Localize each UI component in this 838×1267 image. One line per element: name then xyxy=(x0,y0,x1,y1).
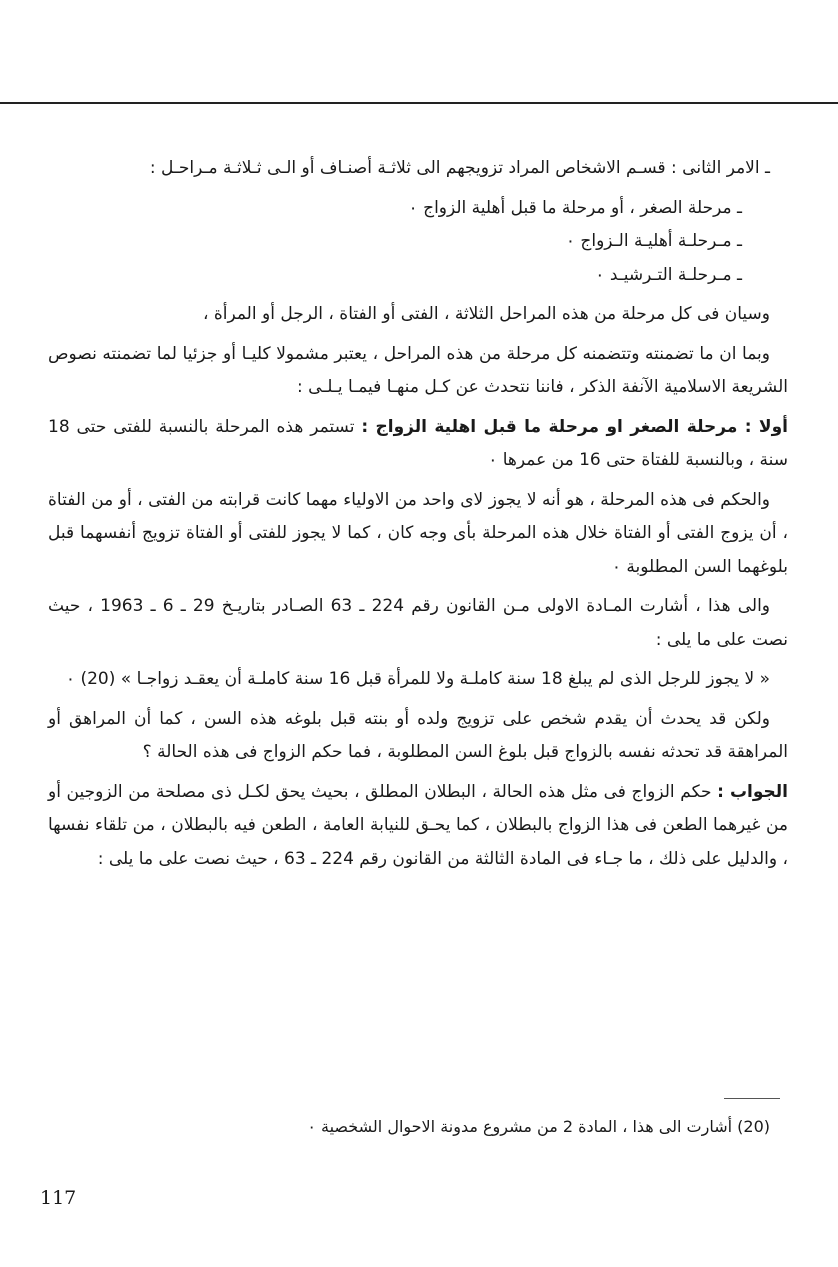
paragraph-answer xyxy=(48,776,788,877)
paragraph-article-one: والى هذا ، أشارت المـادة الاولى مـن القانون رقم 224 ـ 63 الصـادر بتاريـخ 29 ـ 6 ـ 1963 ، حيث نصت على ما يلى : xyxy=(48,596,788,650)
first-stage-text: تستمر هذه المرحلة بالنسبة للفتى حتى 18 سنة ، وبالنسبة للفتاة حتى 16 من عمرها ٠ xyxy=(48,416,788,470)
paragraph-second-matter: ـ الامر الثانى : قسـم الاشخاص المراد تزويجهم الى ثلاثـة أصنـاف أو الـى ثـلاثـة مـراحـل : xyxy=(149,158,770,178)
list-item-marriage-eligibility-stage: ـ مـرحلـة أهليـة الـزواج ٠ xyxy=(565,231,742,251)
paragraph-first-stage xyxy=(48,411,788,478)
footnote: (20) أشارت الى هذا ، المادة 2 من مشروع مدونة الاحوال الشخصية ٠ xyxy=(307,1117,770,1136)
first-stage-heading: أولا : مرحلة الصغر او مرحلة ما قبل اهلية الزواج : xyxy=(361,416,788,437)
list-item-majority-stage: ـ مـرحلـة التـرشيـد ٠ xyxy=(595,264,742,285)
answer-heading: الجواب : xyxy=(717,781,789,802)
answer-text: حكم الزواج فى مثل هذه الحالة ، البطلان المطلق ، بحيث يحق لكـل ذى مصلحة من الزوجين أو من غيرهما الطعن فى هذا الزواج بالبطلان ، كما يحـق للنيابة العامة ، الطعن فيه بالبطلان ، من تلقاء نفسها ، والدليل على ذلك ، ما جـاء فى المادة الثالثة من القانون رقم 224 ـ 63 ، حيث نصت على ما يلى : xyxy=(48,781,788,869)
paragraph-ruling: والحكم فى هذه المرحلة ، هو أنه لا يجوز لاى واحد من الاولياء مهما كانت قرابته من الفتى ، أو من الفتاة ، أن يزوج الفتى أو الفتاة خلال هذه المرحلة بأى وجه كان ، كما لا يجوز للفتى أو الفتاة تزويج أنفسهما قبل بلوغهما السن المطلوبة ٠ xyxy=(48,489,788,577)
list-item-childhood-stage: ـ مرحلة الصغر ، أو مرحلة ما قبل أهلية الزواج ٠ xyxy=(408,197,742,218)
page-body xyxy=(48,152,788,882)
paragraph-equality: وسيان فى كل مرحلة من هذه المراحل الثلاثة ، الفتى أو الفتاة ، الرجل أو المرأة ، xyxy=(202,304,770,324)
header-rule xyxy=(0,102,838,104)
page-number: 117 xyxy=(40,1187,77,1209)
paragraph-sharia-coverage: وبما ان ما تضمنته وتتضمنه كل مرحلة من هذه المراحل ، يعتبر مشمولا كليـا أو جزئيا لما تضمنته نصوص الشريعة الاسلامية الآنفة الذكر ، فاننا نتحدث عن كـل منهـا فيمـا يـلـى : xyxy=(48,343,788,397)
paragraph-quote: « لا يجوز للرجل الذى لم يبلغ 18 سنة كاملـة ولا للمرأة قبل 16 سنة كاملـة أن يعقـد زواجـا » (20) ٠ xyxy=(65,669,770,689)
paragraph-question: ولكن قد يحدث أن يقدم شخص على تزويج ولده أو بنته قبل بلوغه هذه السن ، كما أن المراهق أو المراهقة قد تحدثه نفسه بالزواج قبل بلوغ السن المطلوبة ، فما حكم الزواج فى هذه الحالة ؟ xyxy=(48,708,788,762)
footnote-rule xyxy=(724,1098,780,1099)
